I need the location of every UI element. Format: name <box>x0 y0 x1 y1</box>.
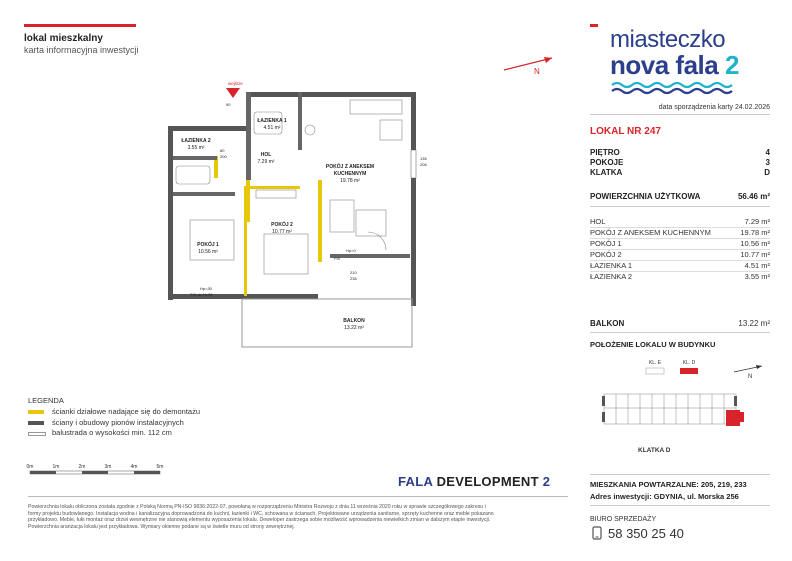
logo-line2: nova fala 2 <box>610 50 739 80</box>
fp-room-area: 10.56 m² <box>198 249 218 255</box>
entry-label: wejście <box>228 81 243 86</box>
fp-room-area: 19.78 m² <box>340 178 360 184</box>
scale-tick: 0m <box>26 464 34 470</box>
footer-divider <box>28 496 568 497</box>
fp-dim: FIX do H=90 <box>190 292 213 297</box>
floor-plan <box>160 80 430 352</box>
logo-accent-bar <box>590 24 598 27</box>
svg-text:N: N <box>748 374 753 380</box>
balcony-label: BALKON <box>590 319 625 328</box>
fp-room-area: 10.77 m² <box>272 229 292 235</box>
rooms-label: POKOJE <box>590 158 624 167</box>
fp-dim: 135 <box>420 156 427 161</box>
divider <box>590 114 770 115</box>
stair-label: KLATKA <box>590 168 623 177</box>
sales-label: BIURO SPRZEDAŻY <box>590 516 657 523</box>
divider <box>590 474 770 475</box>
floor-label: PIĘTRO <box>590 148 620 157</box>
fp-room-name: POKÓJ Z ANEKSEM <box>325 164 375 170</box>
room-row: POKÓJ 2 10.77 m² <box>590 250 770 259</box>
fp-room-name: HOL <box>260 152 272 158</box>
balcony-value: 13.22 m² <box>738 319 770 328</box>
page-subtitle: karta informacyjna inwestycji <box>24 45 139 55</box>
legend-text: ścianki działowe nadające się do demontażu <box>52 407 201 416</box>
area-label: POWIERZCHNIA UŻYTKOWA <box>590 192 701 201</box>
room-row: ŁAZIENKA 1 4.51 m² <box>590 261 770 270</box>
page-title: lokal mieszkalny <box>24 33 103 44</box>
legend-text: balustrada o wysokości min. 112 cm <box>52 428 172 437</box>
waves-icon <box>610 81 760 95</box>
brand-logo <box>610 26 770 100</box>
map-label-klatka: KLATKA D <box>638 447 671 454</box>
scale-bar <box>28 462 178 482</box>
fp-dim: FIX <box>334 256 341 261</box>
divider <box>590 332 770 333</box>
address: Adres inwestycji: GDYNIA, ul. Morska 256 <box>590 492 739 501</box>
fp-room-name: KUCHENNYM <box>333 171 367 177</box>
room-row: POKÓJ Z ANEKSEM KUCHENNYM 19.78 m² <box>590 228 770 237</box>
disclaimer: Powierzchnia lokalu obliczona została zgodnie z Polską Normą PN-ISO 9836:2022-07, powołaną w rozporządzeniu Ministra Rozwoju z dnia 11 września 2020 roku w sprawie szczegółowego zakresu i formy projektu budowlanego. Instalacja wodna i kanalizacyjna doprowadzona do kuchni, łazienki i WC, schowana w ścianach. Projektowane urządzenia sanitarne, sprzęty kuchenne oraz meble pokazano przykładowo. Meble, łuki montaż oraz drzwi wewnętrzne nie stanowią elementu wyposażenia lokalu. Deweloper zastrzega sobie możliwość wprowadzenia niewielkich zmian w dalszym etapie inwestycji. Powierzchnia aranżacja lokalu jest przykładowa. Wymiary okienne podane są w świetle muru od strony zewnętrznej. <box>28 504 494 530</box>
legend-swatch-dark <box>28 421 44 425</box>
fp-room-name: BALKON <box>343 318 365 324</box>
divider <box>590 505 770 506</box>
logo-line1: miasteczko <box>610 26 726 53</box>
stair-value: D <box>764 168 770 177</box>
fp-dim: 80 <box>220 148 225 153</box>
fp-dim: 200 <box>220 154 227 159</box>
fp-room-area: 7.29 m² <box>257 159 275 165</box>
fp-room-name: POKÓJ 2 <box>271 222 293 228</box>
fp-dim: 210 <box>350 270 357 275</box>
legend-swatch-light <box>28 432 46 436</box>
svg-text:N: N <box>534 67 540 76</box>
rooms-value: 3 <box>765 158 770 167</box>
date-label: data sporządzenia karty 24.02.2026 <box>658 104 770 111</box>
fp-dim: Hp=30 <box>200 286 212 291</box>
room-row: HOL 7.29 m² <box>590 217 770 226</box>
fp-dim: Hp=0 <box>346 248 356 253</box>
header-accent-bar <box>24 24 136 27</box>
scale-tick: 3m <box>104 464 112 470</box>
compass-arrow-icon <box>500 52 560 76</box>
legend-swatch-yellow <box>28 410 44 414</box>
unit-title: LOKAL NR 247 <box>590 126 661 137</box>
fp-dim: 206 <box>420 162 427 167</box>
legend-title: LEGENDA <box>28 396 64 405</box>
fp-room-name: ŁAZIENKA 1 <box>257 118 287 124</box>
logo-number: 2 <box>724 50 739 80</box>
developer-logo: FALA DEVELOPMENT 2 <box>398 474 551 489</box>
fp-room-area: 4.51 m² <box>263 125 281 131</box>
fp-room-name: ŁAZIENKA 2 <box>181 138 211 144</box>
phone-icon <box>590 526 604 540</box>
fp-room-area: 13.22 m² <box>344 325 364 331</box>
map-label-kl-e: KL. E <box>648 360 662 366</box>
room-row: POKÓJ 1 10.56 m² <box>590 239 770 248</box>
map-label-kl-d: KL. D <box>682 360 696 366</box>
entry-arrow-icon <box>226 88 240 98</box>
divider <box>590 206 770 207</box>
scale-tick: 4m <box>130 464 138 470</box>
scale-tick: 5m <box>156 464 164 470</box>
building-location-map <box>598 352 770 464</box>
fp-room-area: 3.55 m² <box>187 145 205 151</box>
similar-units: MIESZKANIA POWTARZALNE: 205, 219, 233 <box>590 480 747 489</box>
fp-dim: 90 <box>226 102 231 107</box>
location-title: POŁOŻENIE LOKALU W BUDYNKU <box>590 340 716 349</box>
legend-text: ściany i obudowy pionów instalacyjnych <box>52 418 184 427</box>
room-row: ŁAZIENKA 2 3.55 m² <box>590 272 770 281</box>
fp-dim: 236 <box>350 276 357 281</box>
floor-value: 4 <box>765 148 770 157</box>
scale-tick: 1m <box>52 464 60 470</box>
fp-room-name: POKÓJ 1 <box>197 242 219 248</box>
sales-phone[interactable]: 58 350 25 40 <box>608 526 684 541</box>
scale-tick: 2m <box>78 464 86 470</box>
area-value: 56.46 m² <box>737 192 770 201</box>
